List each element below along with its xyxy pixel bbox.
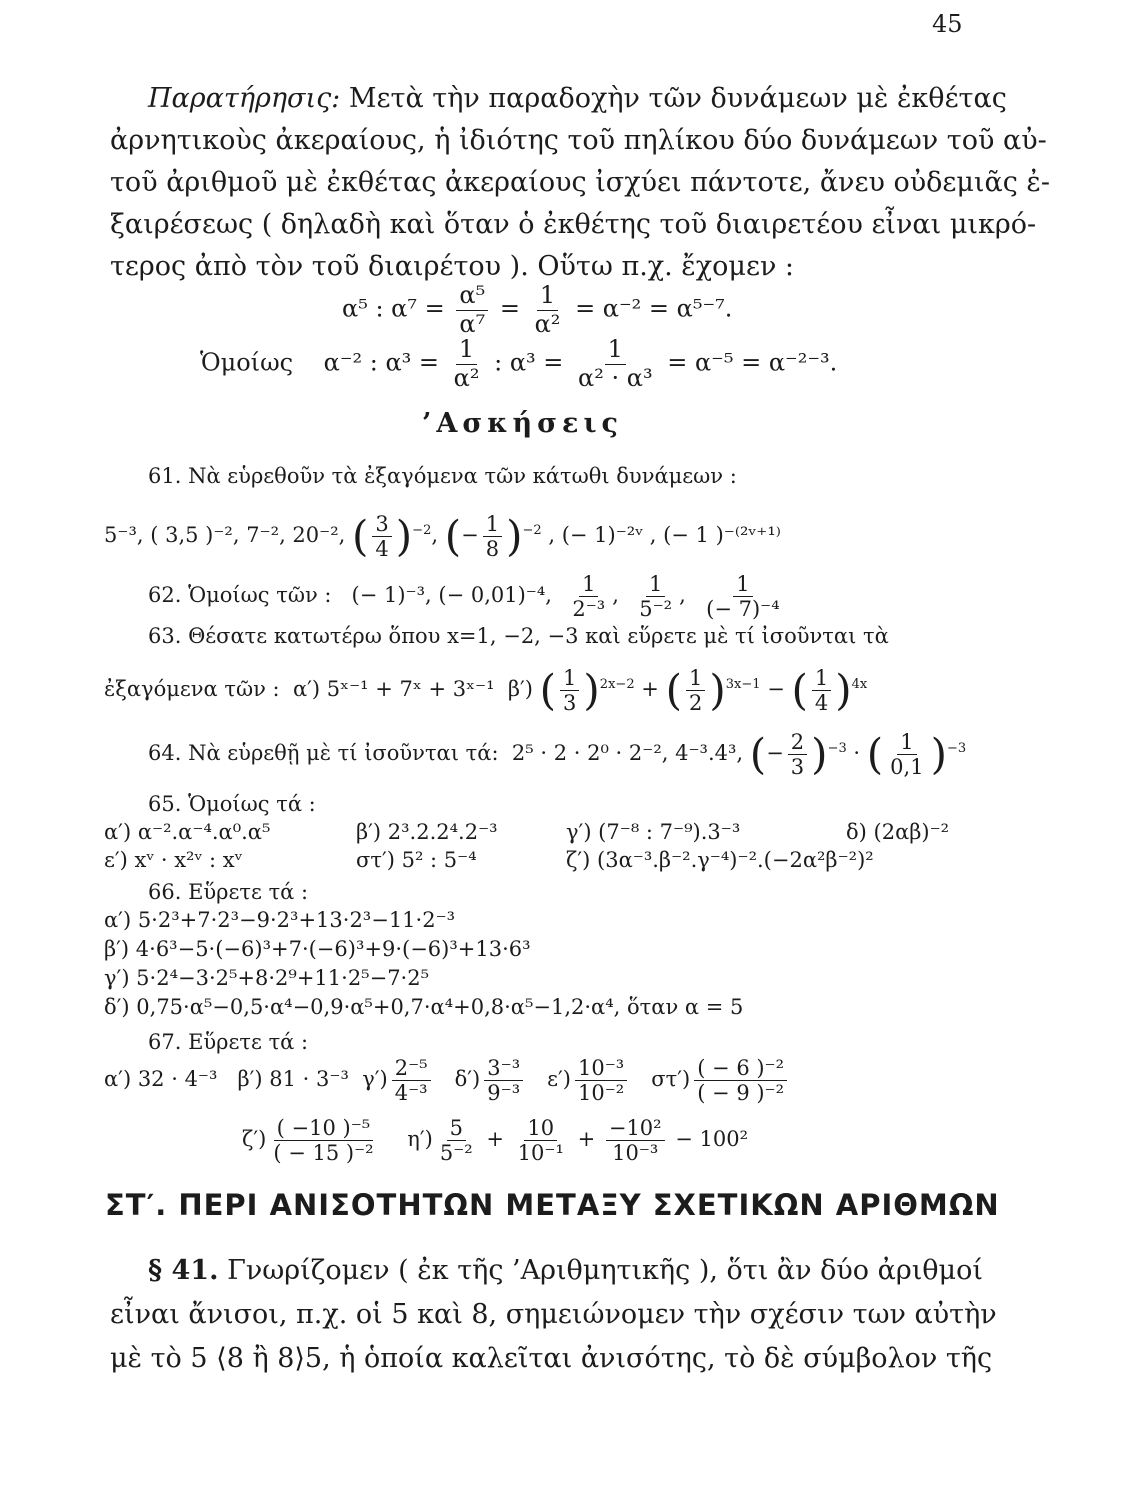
exercise-65-b: β′) 2³.2.2⁴.2⁻³ [356, 820, 498, 844]
exercise-61-expressions: 5⁻³, ( 3,5 )⁻², 7⁻², 20⁻², ( $\frac{3}{4}$ )$^{-2}$, (− $\frac{1}{8}$ )$^{-2}$ , (− 1)⁻²ᵛ , (− 1 )⁻⁽²ᵛ⁺¹⁾ [104, 511, 781, 562]
fraction: $\frac{2}{3}$ [788, 730, 807, 779]
exercise-65-z: ζ′) (3α⁻³.β⁻².γ⁻⁴)⁻².(−2α²β⁻²)² [566, 848, 874, 872]
fraction: $\frac{1}{\text{α² · α³}}$ [578, 335, 653, 392]
exercise-65-st: στ′) 5² : 5⁻⁴ [356, 848, 477, 872]
fraction: $\frac{10}{\text{10⁻¹}}$ [517, 1116, 564, 1166]
formula-label: Ὁμοίως [200, 348, 294, 377]
fraction: $\frac{1}{2}$ [686, 666, 705, 715]
exercise-65-c: γ′) (7⁻⁸ : 7⁻⁹).3⁻³ [566, 820, 741, 844]
exercise-63-text: 63. Θέσατε κατωτέρω ὅπου x=1, −2, −3 καὶ εὕρετε μὲ τί ἰσοῦνται τὰ [148, 624, 889, 648]
fraction: $\frac{1}{4}$ [812, 666, 831, 715]
section-title: ΣΤ′. ΠΕΡΙ ΑΝΙΣΟΤΗΤΩΝ ΜΕΤΑΞΥ ΣΧΕΤΙΚΩΝ ΑΡΙΘΜΩΝ [105, 1188, 1000, 1222]
remark-label: Παρατήρησις: [148, 83, 341, 114]
exercise-66-d: δ′) 0,75·α⁵−0,5·α⁴−0,9·α⁵+0,7·α⁴+0,8·α⁵−1,2·α⁴, ὅταν α = 5 [104, 995, 744, 1019]
fraction: $\frac{1}{0,1}$ [890, 730, 924, 780]
exercise-61-text: 61. Νὰ εὑρεθοῦν τὰ ἐξαγόμενα τῶν κάτωθι δυνάμεων : [148, 464, 737, 488]
remark-line-3: τοῦ ἀριθμοῦ μὲ ἐκθέτας ἀκεραίους ἰσχύει πάντοτε, ἄνευ οὐδεμιᾶς ἐ- [110, 167, 1051, 198]
fraction: $\frac{5}{\text{5⁻²}}$ [439, 1116, 473, 1166]
fraction: $\frac{1}{\text{5⁻²}}$ [639, 572, 673, 622]
fraction: $\frac{1}{\text{α²}}$ [453, 335, 480, 392]
fraction: $\frac{3}{4}$ [372, 512, 391, 561]
section-label: § 41. [148, 1255, 219, 1286]
remark-line-4: ξαιρέσεως ( δηλαδὴ καὶ ὅταν ὁ ἐκθέτης τοῦ διαιρετέου εἶναι μικρό- [110, 209, 1037, 240]
fraction: $\frac{1}{3}$ [560, 666, 579, 715]
exercise-66-a: α′) 5·2³+7·2³−9·2³+13·2³−11·2⁻³ [104, 908, 456, 932]
fraction: $\frac{\text{( −10 )⁻⁵}}{\text{( − 15 )⁻²}}$ [273, 1116, 374, 1166]
fraction: $\frac{1}{\text{α²}}$ [534, 281, 561, 338]
exercise-67-text: 67. Εὕρετε τά : [148, 1030, 309, 1054]
formula-quotient-2: Ὁμοίως α⁻² : α³ = $\frac{1}{\text{α²}}$ : α³ = $\frac{1}{\text{α² · α³}}$ = α⁻⁵ = α⁻²⁻³. [200, 335, 838, 392]
exercise-63-expressions: ἐξαγόμενα τῶν : α′) 5ˣ⁻¹ + 7ˣ + 3ˣ⁻¹ β′) ( $\frac{1}{3}$ )$^{2x-2}$ + ( $\frac{1}{2}$ )$^{3x-1}$ − ( $\frac{1}{4}$ )$^{4x}$ [104, 665, 868, 716]
exercise-67-row-1: α′) 32 · 4⁻³ β′) 81 · 3⁻³ γ′) $\frac{\text{2⁻⁵}}{\text{4⁻³}}$ δ′) $\frac{\text{3⁻³}}{\text{9⁻³}}$ ε′) $\frac{\text{10⁻³}}{\text{10⁻²}}$ στ′) $\frac{\text{( − 6 )⁻²}}{\text{( − 9 )⁻²}}$ [104, 1056, 791, 1105]
fraction: $\frac{\text{−10²}}{\text{10⁻³}}$ [606, 1116, 665, 1165]
exercise-64: 64. Νὰ εὑρεθῇ μὲ τί ἰσοῦνται τά: 2⁵ · 2 · 2⁰ · 2⁻², 4⁻³.4³, (− $\frac{2}{3}$ )$^{-3}$ · ( $\frac{1}{0,1}$ )$^{-3}$ [148, 729, 967, 780]
fraction: $\frac{\text{3⁻³}}{\text{9⁻³}}$ [484, 1056, 523, 1105]
remark-line-2: ἀρνητικοὺς ἀκεραίους, ἡ ἰδιότης τοῦ πηλίκου δύο δυνάμεων τοῦ αὐ- [110, 125, 1047, 156]
fraction: $\frac{\text{10⁻³}}{\text{10⁻²}}$ [575, 1056, 627, 1105]
fraction: $\frac{\text{( − 6 )⁻²}}{\text{( − 9 )⁻²}}$ [694, 1056, 787, 1105]
fraction: $\frac{1}{8}$ [483, 512, 502, 561]
section-paragraph-line-2: εἶναι ἄνισοι, π.χ. οἱ 5 καὶ 8, σημειώνομεν τὴν σχέσιν των αὐτὴν [110, 1299, 997, 1330]
section-paragraph-line-3: μὲ τὸ 5 ⟨8 ἢ 8⟩5, ἡ ὁποία καλεῖται ἀνισότης, τὸ δὲ σύμβολον τῆς [110, 1343, 993, 1374]
exercise-65-e: ε′) xᵛ · x²ᵛ : xᵛ [104, 848, 243, 872]
exercises-heading: ’Ασκήσεις [422, 408, 623, 439]
fraction: $\frac{1}{\text{2⁻³}}$ [572, 572, 606, 622]
exercise-66-b: β′) 4·6³−5·(−6)³+7·(−6)³+9·(−6)³+13·6³ [104, 937, 531, 961]
exercise-67-row-2: ζ′) $\frac{\text{( −10 )⁻⁵}}{\text{( − 15 )⁻²}}$ η′) $\frac{5}{\text{5⁻²}}$ + $\frac{10}{\text{10⁻¹}}$ + $\frac{\text{−10²}}{\text{10⁻³}}$ − 100² [242, 1116, 749, 1166]
remark-line-1: Παρατήρησις: Μετὰ τὴν παραδοχὴν τῶν δυνάμεων μὲ ἐκθέτας [148, 83, 1007, 114]
fraction: $\frac{1}{\text{(− 7)⁻⁴}}$ [706, 572, 780, 622]
remark-line-5: τερος ἀπὸ τὸν τοῦ διαιρέτου ). Οὕτω π.χ. ἔχομεν : [110, 251, 795, 282]
exercise-62: 62. Ὁμοίως τῶν : (− 1)⁻³, (− 0,01)⁻⁴, $\frac{1}{\text{2⁻³}}$ , $\frac{1}{\text{5⁻²}}$ , $\frac{1}{\text{(− 7)⁻⁴}}$ [148, 572, 787, 621]
formula-quotient-1: α⁵ : α⁷ = $\frac{\text{α⁵}}{\text{α⁷}}$ = $\frac{1}{\text{α²}}$ = α⁻² = α⁵⁻⁷. [342, 281, 733, 338]
section-paragraph-line-1: § 41. Γνωρίζομεν ( ἐκ τῆς ’Αριθμητικῆς ), ὅτι ἂν δύο ἀριθμοί [148, 1255, 983, 1286]
exercise-65-d: δ) (2αβ)⁻² [846, 820, 950, 844]
page-number: 45 [932, 10, 963, 38]
fraction: $\frac{\text{α⁵}}{\text{α⁷}}$ [456, 282, 488, 338]
exercise-65-a: α′) α⁻².α⁻⁴.α⁰.α⁵ [104, 820, 271, 844]
exercise-66-c: γ′) 5·2⁴−3·2⁵+8·2⁹+11·2⁵−7·2⁵ [104, 966, 430, 990]
exercise-65-text: 65. Ὁμοίως τά : [148, 792, 316, 816]
exercise-66-text: 66. Εὕρετε τά : [148, 880, 309, 904]
fraction: $\frac{\text{2⁻⁵}}{\text{4⁻³}}$ [392, 1056, 431, 1105]
